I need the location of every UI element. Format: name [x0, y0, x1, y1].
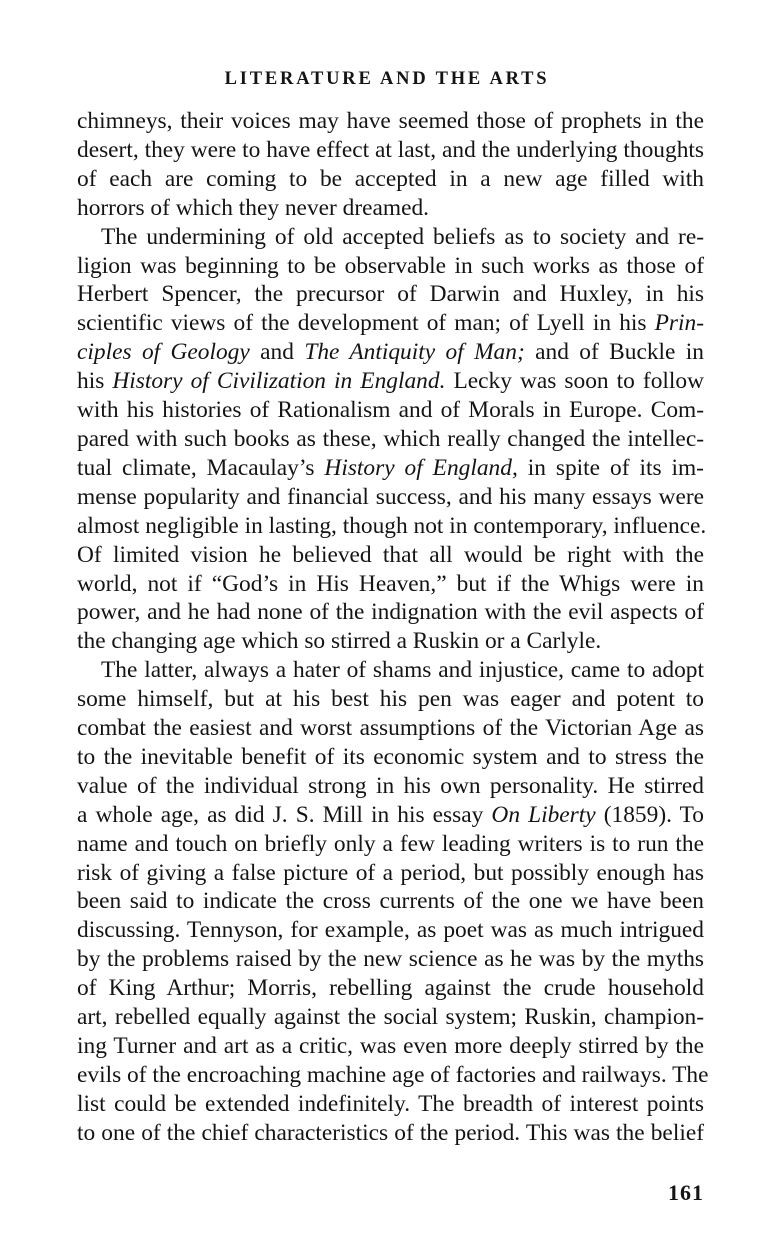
text-line: scientific views of the development of man; of Lyell in his Prin- [77, 310, 704, 337]
text-line: list could be extended indefinitely. The breadth of interest points [77, 1090, 704, 1117]
text-line: ciples of Geology and The Antiquity of Man; and of Buckle in [77, 339, 704, 366]
text-line: value of the individual strong in his own personality. He stirred [77, 772, 704, 799]
text-line: discussing. Tennyson, for example, as poet was as much intrigued [77, 917, 704, 944]
text-line: name and touch on briefly only a few leading writers is to run the [77, 830, 704, 857]
text-line: of each are coming to be accepted in a new age filled with [77, 165, 704, 192]
paragraph [77, 107, 704, 223]
text-line: of King Arthur; Morris, rebelling against the crude household [77, 975, 704, 1002]
text-line: horrors of which they never dreamed. [77, 194, 430, 221]
body-text [77, 107, 709, 1148]
text-line: mense popularity and financial success, and his many essays were [77, 483, 704, 510]
text-line: almost negligible in lasting, though not in contemporary, influence. [77, 512, 707, 539]
text-line: Of limited vision he believed that all would be right with the [77, 541, 704, 568]
text-line: been said to indicate the cross currents of the one we have been [77, 888, 704, 915]
paragraph [77, 223, 707, 657]
text-line: ligion was beginning to be observable in such works as those of [77, 252, 704, 279]
text-line: combat the easiest and worst assumptions of the Victorian Age as [77, 715, 704, 742]
text-line: chimneys, their voices may have seemed those of prophets in the [77, 108, 704, 134]
text-line: ing Turner and art as a critic, was even more deeply stirred by the [77, 1033, 704, 1059]
page-number: 161 [668, 1180, 704, 1205]
paragraph [77, 656, 709, 1147]
text-line: pared with such books as these, which really changed the intellec- [77, 425, 704, 452]
text-line: the changing age which so stirred a Ruskin or a Carlyle. [77, 628, 602, 655]
text-line: desert, they were to have effect at last, and the underlying thoughts [77, 136, 704, 163]
text-line: evils of the encroaching machine age of factories and railways. The [77, 1061, 709, 1088]
text-line: with his histories of Rationalism and of Morals in Europe. Com- [77, 397, 704, 424]
text-line: by the problems raised by the new science as he was by the myths [77, 946, 704, 973]
text-line: a whole age, as did J. S. Mill in his essay On Liberty (1859). To [77, 801, 704, 828]
running-head: LITERATURE AND THE ARTS [224, 69, 550, 89]
text-line: The undermining of old accepted beliefs as to society and re- [101, 223, 704, 250]
text-line: tual climate, Macaulay’s History of England, in spite of its im- [77, 454, 704, 481]
text-line: some himself, but at his best his pen was eager and potent to [77, 686, 704, 713]
text-line: art, rebelled equally against the social system; Ruskin, champion- [77, 1004, 704, 1031]
text-line: Herbert Spencer, the precursor of Darwin and Huxley, in his [77, 281, 704, 308]
text-line: risk of giving a false picture of a period, but possibly enough has [77, 859, 704, 886]
text-line: power, and he had none of the indignation with the evil aspects of [77, 599, 704, 626]
text-line: The latter, always a hater of shams and injustice, came to adopt [101, 657, 704, 684]
text-line: to the inevitable benefit of its economic system and to stress the [77, 743, 704, 770]
text-line: his History of Civilization in England. Lecky was soon to follow [77, 368, 704, 395]
text-line: world, not if “God’s in His Heaven,” but if the Whigs were in [77, 570, 704, 597]
text-line: to one of the chief characteristics of the period. This was the belief [77, 1119, 704, 1146]
